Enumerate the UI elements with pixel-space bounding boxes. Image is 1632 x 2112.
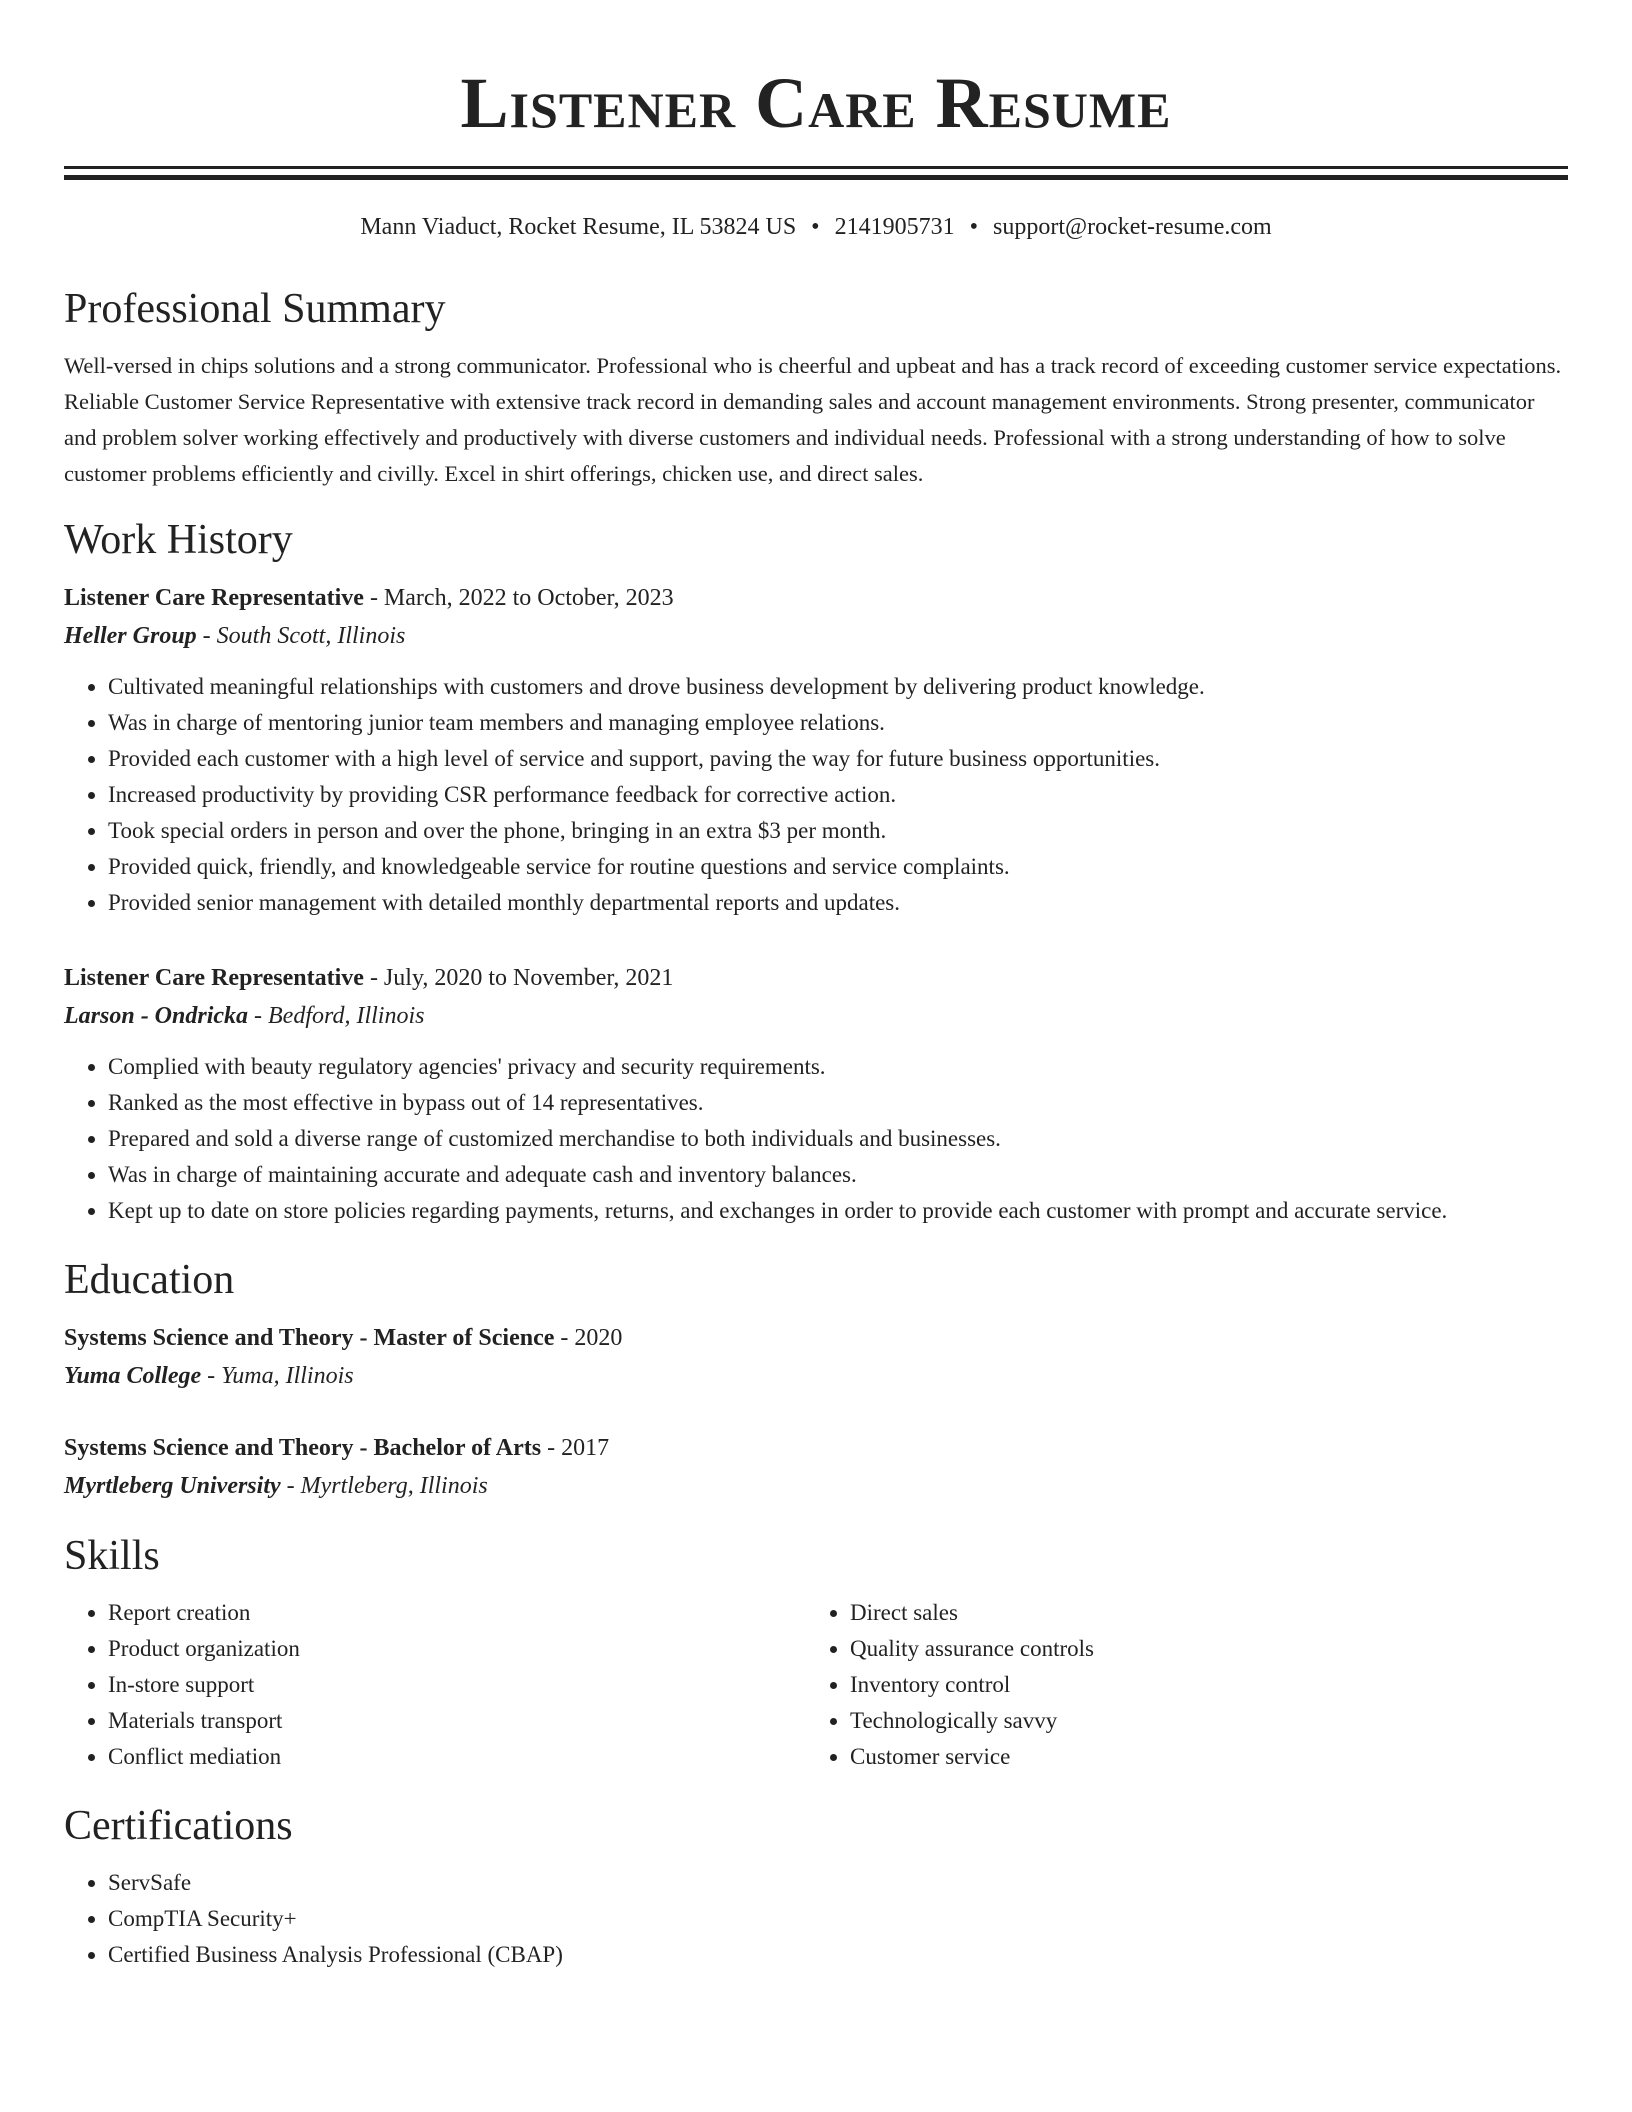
education-school-line xyxy=(64,1357,1568,1395)
job-entry xyxy=(64,579,1568,921)
education-location: - Myrtleberg, Illinois xyxy=(280,1473,488,1499)
list-item: • CompTIA Security+ xyxy=(108,1901,1568,1937)
list-item: • Report creation xyxy=(108,1595,806,1631)
job-dates: - March, 2022 to October, 2023 xyxy=(363,585,674,611)
job-entry xyxy=(64,959,1568,1229)
list-item: • Product organization xyxy=(108,1631,806,1667)
education-school: Yuma College xyxy=(64,1363,202,1389)
education-degree: Systems Science and Theory - Bachelor of Arts xyxy=(64,1435,542,1461)
contact-phone: 2141905731 xyxy=(834,214,955,240)
education-school: Myrtleberg University xyxy=(64,1473,281,1499)
list-item: • Increased productivity by providing CSR performance feedback for corrective action. xyxy=(108,777,1568,813)
list-item: • Customer service xyxy=(850,1739,1548,1775)
resume-title: Listener Care Resume xyxy=(460,63,1172,143)
education-entry xyxy=(64,1319,1568,1395)
education-heading: Education xyxy=(64,1257,235,1303)
education-year: - 2020 xyxy=(554,1325,623,1351)
job-location: - Bedford, Illinois xyxy=(248,1003,425,1029)
job-company: Heller Group xyxy=(64,623,197,649)
job-bullets xyxy=(64,669,1568,921)
list-item: • Direct sales xyxy=(850,1595,1548,1631)
list-item: • Provided quick, friendly, and knowledgeable service for routine questions and service complaints. xyxy=(108,849,1568,885)
list-item: • Inventory control xyxy=(850,1667,1548,1703)
job-header xyxy=(64,959,1568,997)
job-bullets xyxy=(64,1049,1568,1229)
list-item: • Was in charge of maintaining accurate and adequate cash and inventory balances. xyxy=(108,1157,1568,1193)
education-header xyxy=(64,1319,1568,1357)
title-divider xyxy=(64,166,1568,180)
list-item: • Certified Business Analysis Professional (CBAP) xyxy=(108,1937,1568,1973)
job-location: - South Scott, Illinois xyxy=(196,623,406,649)
job-company-line xyxy=(64,617,1568,655)
list-item: • Kept up to date on store policies regarding payments, returns, and exchanges in order to provide each customer with prompt and accurate service. xyxy=(108,1193,1568,1229)
list-item: • Cultivated meaningful relationships with customers and drove business development by delivering product knowledge. xyxy=(108,669,1568,705)
list-item: • Provided each customer with a high level of service and support, paving the way for future business opportunities. xyxy=(108,741,1568,777)
job-company: Larson - Ondricka xyxy=(64,1003,249,1029)
job-header xyxy=(64,579,1568,617)
list-item: • Ranked as the most effective in bypass out of 14 representatives. xyxy=(108,1085,1568,1121)
summary-text: Well-versed in chips solutions and a strong communicator. Professional who is cheerful and upbeat and has a track record of exceeding customer service expectations. Reliable Customer Service Representative with extensive track record in demanding sales and account management environments. Strong presenter, communicator and problem solver working effectively and productively with diverse customers and individual needs. Professional with a strong understanding of how to solve customer problems efficiently and civilly. Excel in shirt offerings, chicken use, and direct sales. xyxy=(64,353,1562,486)
education-degree: Systems Science and Theory - Master of Science xyxy=(64,1325,555,1351)
list-item: • In-store support xyxy=(108,1667,806,1703)
contact-address: Mann Viaduct, Rocket Resume, IL 53824 US xyxy=(360,214,797,240)
list-item: • Quality assurance controls xyxy=(850,1631,1548,1667)
job-title: Listener Care Representative xyxy=(64,965,364,991)
summary-heading: Professional Summary xyxy=(64,286,446,332)
list-item: • Prepared and sold a diverse range of customized merchandise to both individuals and businesses. xyxy=(108,1121,1568,1157)
contact-email: support@rocket-resume.com xyxy=(992,214,1272,240)
certifications-heading: Certifications xyxy=(64,1803,293,1849)
education-school-line xyxy=(64,1467,1568,1505)
education-header xyxy=(64,1429,1568,1467)
education-year: - 2017 xyxy=(541,1435,610,1461)
job-company-line xyxy=(64,997,1568,1035)
list-item: • Provided senior management with detailed monthly departmental reports and updates. xyxy=(108,885,1568,921)
list-item: • ServSafe xyxy=(108,1865,1568,1901)
list-item: • Complied with beauty regulatory agencies' privacy and security requirements. xyxy=(108,1049,1568,1085)
list-item: • Materials transport xyxy=(108,1703,806,1739)
contact-separator: • xyxy=(811,214,820,240)
contact-line xyxy=(64,211,1568,243)
contact-separator: • xyxy=(969,214,978,240)
job-title: Listener Care Representative xyxy=(64,585,364,611)
skills-columns xyxy=(64,1595,1568,1775)
skills-list-right xyxy=(806,1595,1548,1775)
work-history-heading: Work History xyxy=(64,517,293,563)
skills-heading: Skills xyxy=(64,1533,160,1579)
education-entry xyxy=(64,1429,1568,1505)
list-item: • Conflict mediation xyxy=(108,1739,806,1775)
education-location: - Yuma, Illinois xyxy=(201,1363,354,1389)
list-item: • Technologically savvy xyxy=(850,1703,1548,1739)
certifications-list xyxy=(64,1865,1568,1973)
list-item: • Took special orders in person and over the phone, bringing in an extra $3 per month. xyxy=(108,813,1568,849)
skills-list-left xyxy=(64,1595,806,1775)
list-item: • Was in charge of mentoring junior team members and managing employee relations. xyxy=(108,705,1568,741)
job-dates: - July, 2020 to November, 2021 xyxy=(363,965,674,991)
